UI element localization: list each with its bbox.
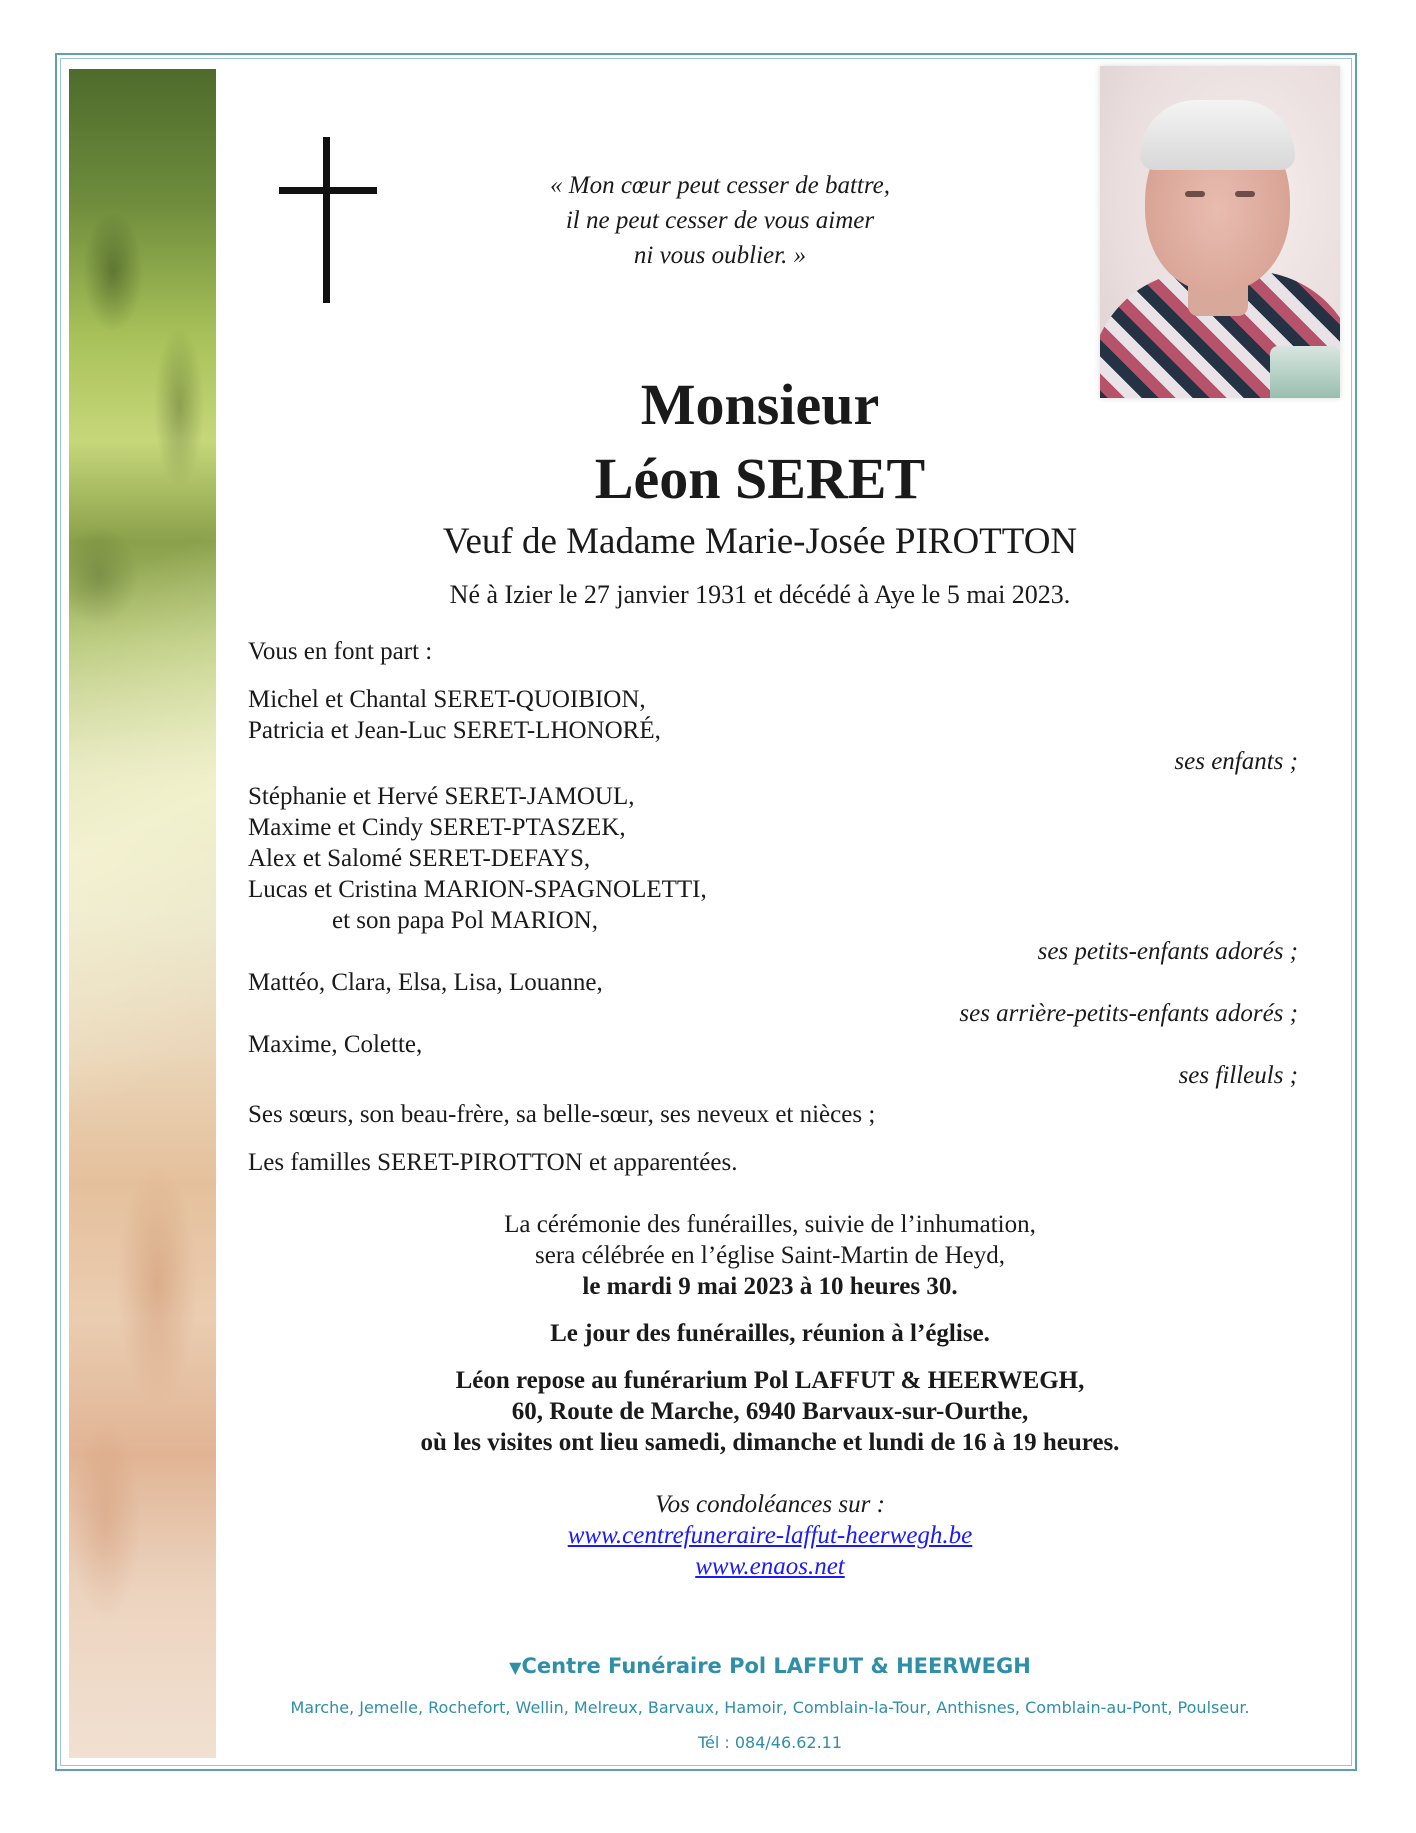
condolences-link-centre[interactable]: www.centrefuneraire-laffut-heerwegh.be — [567, 1522, 973, 1549]
condolences-label: Vos condoléances sur : — [655, 1491, 885, 1518]
triangle-down-icon: ▼ — [509, 1658, 522, 1677]
epitaph-quote — [470, 168, 970, 273]
quote-line: « Mon cœur peut cesser de battre, — [550, 172, 890, 199]
family-member: Alex et Salomé SERET-DEFAYS, — [248, 845, 591, 872]
footer-company — [230, 1654, 1310, 1678]
ceremony-date: le mardi 9 mai 2023 à 10 heures 30. — [582, 1273, 958, 1300]
quote-line: il ne peut cesser de vous aimer — [565, 207, 875, 234]
quote-line: ni vous oublier. » — [633, 242, 807, 269]
family-member: Mattéo, Clara, Elsa, Lisa, Louanne, — [248, 969, 603, 996]
ceremony-line: La cérémonie des funérailles, suivie de l’inhumation, — [504, 1211, 1036, 1238]
family-member: Patricia et Jean-Luc SERET-LHONORÉ, — [248, 717, 661, 744]
life-dates: Né à Izier le 27 janvier 1931 et décédé à Aye le 5 mai 2023. — [449, 580, 1071, 609]
latin-cross-icon — [279, 137, 377, 303]
family-member: Maxime, Colette, — [248, 1031, 423, 1058]
rest-place-line: où les visites ont lieu samedi, dimanche et lundi de 16 à 19 heures. — [420, 1429, 1120, 1456]
family-member: Maxime et Cindy SERET-PTASZEK, — [248, 814, 626, 841]
announcement-intro: Vous en font part : — [248, 638, 433, 665]
footer-phone: Tél : 084/46.62.11 — [697, 1733, 843, 1752]
portrait-photo — [1100, 66, 1340, 398]
footer-cities: Marche, Jemelle, Rochefort, Wellin, Melreux, Barvaux, Hamoir, Comblain-la-Tour, Anthisnes, Comblain-au-Pont, Poulseur. — [290, 1698, 1250, 1717]
family-member: Stéphanie et Hervé SERET-JAMOUL, — [248, 783, 635, 810]
relationship-label: ses filleuls ; — [1178, 1062, 1298, 1089]
rest-place-line: 60, Route de Marche, 6940 Barvaux-sur-Ourthe, — [511, 1398, 1029, 1425]
widow-of: Veuf de Madame Marie-Josée PIROTTON — [442, 521, 1078, 562]
extended-family: Ses sœurs, son beau-frère, sa belle-sœur, ses neveux et nièces ; — [248, 1101, 876, 1128]
rest-place-line: Léon repose au funérarium Pol LAFFUT & HEERWEGH, — [455, 1367, 1085, 1394]
deceased-title: Monsieur — [640, 372, 880, 437]
ceremony-line: sera célébrée en l’église Saint-Martin de Heyd, — [535, 1242, 1005, 1269]
family-member: et son papa Pol MARION, — [332, 907, 598, 934]
family-announcement — [248, 636, 1298, 1178]
relationship-label: ses enfants ; — [1174, 748, 1298, 775]
gathering-note: Le jour des funérailles, réunion à l’église. — [550, 1320, 990, 1347]
deceased-name: Léon SERET — [594, 446, 926, 511]
relationship-label: ses petits-enfants adorés ; — [1037, 938, 1298, 965]
family-member: Michel et Chantal SERET-QUOIBION, — [248, 686, 646, 713]
company-name: Centre Funéraire Pol LAFFUT & HEERWEGH — [521, 1654, 1031, 1678]
deceased-block — [300, 368, 1220, 612]
extended-family: Les familles SERET-PIROTTON et apparentées. — [248, 1149, 738, 1176]
ceremony-info — [280, 1209, 1260, 1582]
forest-path-image — [69, 69, 216, 1758]
family-member: Lucas et Cristina MARION-SPAGNOLETTI, — [248, 876, 707, 903]
condolences-link-enaos[interactable]: www.enaos.net — [695, 1553, 845, 1580]
relationship-label: ses arrière-petits-enfants adorés ; — [959, 1000, 1298, 1027]
